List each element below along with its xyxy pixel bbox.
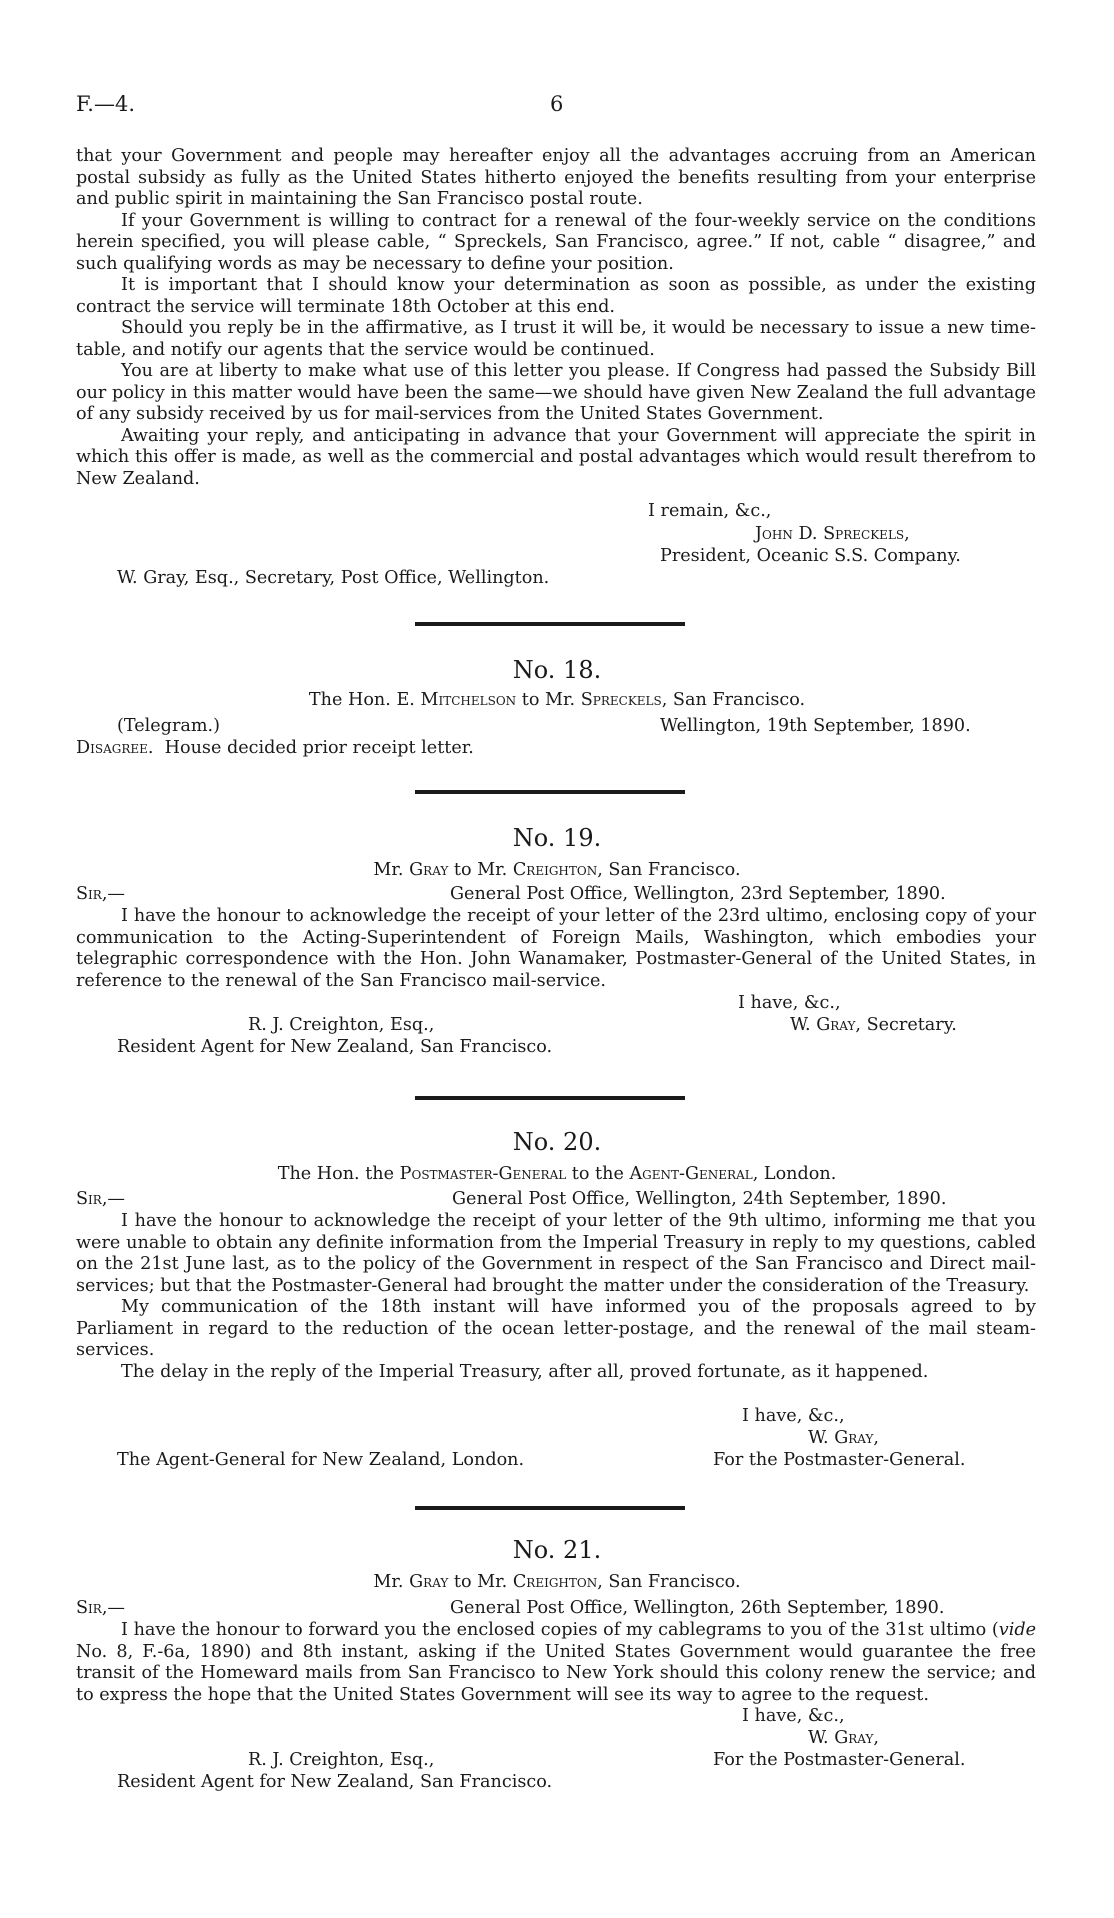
signer: W. Gray,	[808, 1428, 879, 1448]
paragraph: I have the honour to forward you the enclosed copies of my cablegrams to you of the 31st ultimo (vide No. 8, F.-6a, 1890) and 8th instant, asking if the United States Government would guarantee the free transit of the Homeward mails from San Francisco to New York should this colony renew the service; and to express the hope that the United States Government will see its way to agree to the request.	[76, 1620, 1036, 1705]
addressee: R. J. Creighton, Esq.,	[248, 1015, 435, 1035]
closing: I remain, &c.,	[648, 501, 772, 521]
signer-title: For the Postmaster-General.	[713, 1750, 966, 1770]
letter-number: No. 20.	[512, 1128, 602, 1156]
letter-route: Mr. Gray to Mr. Creighton, San Francisco.	[373, 860, 741, 880]
message-type: (Telegram.)	[117, 716, 220, 736]
letter-route: The Hon. E. Mitchelson to Mr. Spreckels, San Francisco.	[308, 690, 806, 710]
salutation: Sir,—	[76, 884, 126, 904]
divider	[415, 1096, 685, 1100]
paragraph: Awaiting your reply, and anticipating in advance that your Government will appreciate the spirit in which this offer is made, as well as the commercial and postal advantages which would result therefrom to New Zealand.	[76, 425, 1036, 489]
letter-body	[76, 1620, 1036, 1706]
paragraph: The delay in the reply of the Imperial Treasury, after all, proved fortunate, as it happened.	[121, 1361, 929, 1382]
closing: I have, &c.,	[742, 1406, 845, 1426]
addressee: W. Gray, Esq., Secretary, Post Office, Wellington.	[117, 568, 550, 588]
signatory: John D. Spreckels,	[755, 524, 910, 544]
salutation: Sir,—	[76, 1598, 126, 1618]
telegram-text: Disagree. House decided prior receipt letter.	[76, 738, 474, 758]
addressee-line-2: Resident Agent for New Zealand, San Francisco.	[117, 1037, 553, 1057]
letter-body	[76, 1211, 1036, 1383]
letter-route: Mr. Gray to Mr. Creighton, San Francisco.	[373, 1572, 741, 1592]
letter-number: No. 21.	[512, 1536, 602, 1564]
paragraph: I have the honour to acknowledge the receipt of your letter of the 23rd ultimo, enclosing copy of your communication to the Acting-Superintendent of Foreign Mails, Washington, which embodies your telegraphic correspondence with the Hon. John Wanamaker, Postmaster-General of the United States, in reference to the renewal of the San Francisco mail-service.	[76, 906, 1036, 991]
letter-route: The Hon. the Postmaster-General to the Agent-General, London.	[277, 1164, 837, 1184]
letter-date: General Post Office, Wellington, 24th September, 1890.	[452, 1189, 947, 1209]
signer-title: For the Postmaster-General.	[713, 1450, 966, 1470]
salutation: Sir,—	[76, 1189, 126, 1209]
divider	[415, 1506, 685, 1510]
paragraph: I have the honour to acknowledge the receipt of your letter of the 9th ultimo, informing me that you were unable to obtain any definite information from the Imperial Treasury in reply to my questions, cabled on the 21st June last, as to the policy of the Government in respect of the San Francisco and Direct mail-services; but that the Postmaster-General had brought the matter under the consideration of the Treasury.	[76, 1211, 1036, 1296]
letter-date: General Post Office, Wellington, 23rd September, 1890.	[450, 884, 946, 904]
letter-number: No. 19.	[512, 824, 602, 852]
addressee-line-2: Resident Agent for New Zealand, San Francisco.	[117, 1772, 553, 1792]
signatory-title: President, Oceanic S.S. Company.	[660, 546, 961, 566]
signer: W. Gray,	[808, 1728, 879, 1748]
intro-letter	[76, 146, 1036, 490]
paragraph: My communication of the 18th instant will have informed you of the proposals agreed to by Parliament in regard to the reduction of the ocean letter-postage, and the renewal of the mail steam-services.	[76, 1297, 1036, 1360]
paragraph: You are at liberty to make what use of this letter you please. If Congress had passed the Subsidy Bill our policy in this matter would have been the same—we should have given New Zealand the full advantage of any subsidy received by us for mail-services from the United States Government.	[76, 361, 1036, 424]
letter-date: Wellington, 19th September, 1890.	[660, 716, 971, 736]
addressee: R. J. Creighton, Esq.,	[248, 1750, 435, 1770]
document-page: F.—4. 6 that your Government and people may hereafter enjoy all the advantages accruing from an American postal subsidy as fully as the United States hitherto enjoyed the benefits resulting from your enterprise and public spirit in maintaining the San Francisco postal route. If your Government is willing to contract for a renewal of the four-weekly service on the conditions herein specified, you will please cable, “ Spreckels, San Francisco, agree.” If not, cable “ disagree,” and such qualifying words as may be necessary to define your position. It is important that I should know your determination as soon as possible, as under the existing contract the service will terminate 18th October at this end. Should you reply be in the affirmative, as I trust it will be, it would be necessary to issue a new time-table, and notify our agents that the service would be continued. You are at liberty to make what use of this letter you please. If Congress had passed the Subsidy Bill our policy in this matter would have been the same—we should have given New Zealand the full advantage of any subsidy received by us for mail-services from the United States Government. Awaiting your reply, and anticipating in advance that your Government will appreciate the spirit in which this offer is made, as well as the commercial and postal advantages which would result therefrom to New Zealand. I remain, &c., John D. Spreckels, President, Oceanic S.S. Company. W. Gray, Esq., Secretary, Post Office, Wellington. No. 18. The Hon. E. Mitchelson to Mr. Spreckels, San Francisco. (Telegram.) Wellington, 19th September, 1890. Disagree. House decided prior receipt letter. No. 19. Mr. Gray to Mr. Creighton, San Francisco. Sir,— General Post Office, Wellington, 23rd September, 1890. I have the honour to acknowledge the receipt of your letter of the 23rd ultimo, enclosing copy of your communication to the Acting-Superintendent of Foreign Mails, Washington, which embodies your telegraphic correspondence with the Hon. John Wanamaker, Postmaster-General of the United States, in reference to the renewal of the San Francisco mail-service. I have, &c., R. J. Creighton, Esq., W. Gray, Secretary. Resident Agent for New Zealand, San Francisco. No. 20. The Hon. the Postmaster-General to the Agent-General, London. Sir,— General Post Office, Wellington, 24th September, 1890. I have the honour to acknowledge the receipt of your letter of the 9th ultimo, informing me that you were unable to obtain any definite information from the Imperial Treasury in reply to my questions, cabled on the 21st June last, as to the policy of the Government in respect of the San Francisco and Direct mail-services; but that the Postmaster-General had brought the matter under the consideration of the Treasury. My communication of the 18th instant will have informed you of the proposals agreed to by Parliament in regard to the reduction of the ocean letter-postage, and the renewal of the mail steam-services. The delay in the reply of the Imperial Treasury, after all, proved fortunate, as it happened. I have, &c., W. Gray, The Agent-General for New Zealand, London. For the Postmaster-General. No. 21. Mr. Gray to Mr. Creighton, San Francisco. Sir,— General Post Office, Wellington, 26th September, 1890. I have the honour to forward you the enclosed copies of my cablegrams to you of the 31st ultimo (vide No. 8, F.-6a, 1890) and 8th instant, asking if the United States Government would guarantee the free transit of the Homeward mails from San Francisco to New York should this colony renew the service; and to express the hope that the United States Government will see its way to agree to the request. I have, &c., W. Gray, R. J. Creighton, Esq., For the Postmaster-General. Resident Agent for New Zealand, San Francisco.	[0, 0, 1114, 1918]
paragraph: If your Government is willing to contract for a renewal of the four-weekly service on the conditions herein specified, you will please cable, “ Spreckels, San Francisco, agree.” If not, cable “ disagree,” and such qualifying words as may be necessary to define your position.	[76, 210, 1036, 274]
divider	[415, 622, 685, 626]
letter-body	[76, 906, 1036, 992]
signer: W. Gray, Secretary.	[790, 1015, 957, 1035]
closing: I have, &c.,	[738, 993, 841, 1013]
paragraph: that your Government and people may hereafter enjoy all the advantages accruing from an American postal subsidy as fully as the United States hitherto enjoyed the benefits resulting from your enterprise and public spirit in maintaining the San Francisco postal route.	[76, 146, 1036, 209]
paragraph: It is important that I should know your determination as soon as possible, as under the existing contract the service will terminate 18th October at this end.	[76, 275, 1036, 317]
closing: I have, &c.,	[742, 1706, 845, 1726]
addressee: The Agent-General for New Zealand, London.	[117, 1450, 525, 1470]
paragraph: Should you reply be in the affirmative, as I trust it will be, it would be necessary to issue a new time-table, and notify our agents that the service would be continued.	[76, 318, 1036, 360]
section-reference: F.—4.	[76, 92, 136, 116]
letter-number: No. 18.	[512, 656, 602, 684]
divider	[415, 790, 685, 794]
letter-date: General Post Office, Wellington, 26th September, 1890.	[450, 1598, 945, 1618]
